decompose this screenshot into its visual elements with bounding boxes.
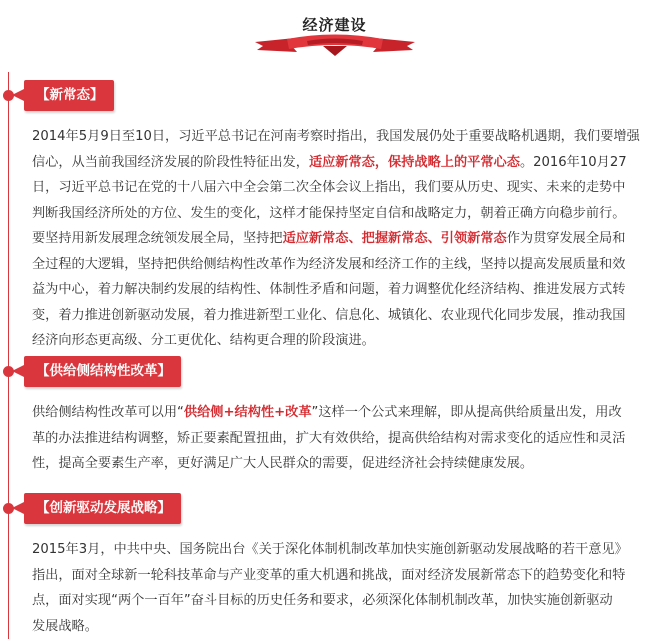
paragraph-line [32, 400, 669, 426]
page-header [0, 0, 669, 62]
text-segment: 点，面对实现“两个一百年”奋斗目标的历史任务和要求，必须深化体制机制改革，加快实施创新驱动 [32, 593, 613, 608]
paragraph-line [32, 588, 669, 614]
text-segment: 作为贯穿发展全局和 [506, 231, 626, 246]
highlighted-phrase: 适应新常态、把握新常态、引领新常态 [282, 231, 507, 246]
section-tag-new-normal: 【新常态】 [24, 80, 114, 111]
paragraph-line [32, 201, 669, 227]
text-segment: ”这样一个公式来理解，即从提高供给质量出发，用改 [311, 405, 622, 420]
section-paragraph-innovation-strategy [32, 537, 669, 639]
section-tag-innovation-strategy: 【创新驱动发展战略】 [24, 493, 181, 524]
text-segment: 信心，从当前我国经济发展的阶段性特征出发， [32, 154, 309, 170]
text-segment: 要坚持用新发展理念统领发展全局，坚持把 [32, 231, 283, 246]
text-segment: 2014年5月9日至10日，习近平总书记在河南考察时指出，我国发展仍处于重要战略机遇期，我们要增强 [32, 129, 640, 144]
text-segment: 日，习近平总书记在党的十八届六中全会第二次全体会议上指出，我们要从历史、现实、未来的走势中 [32, 180, 626, 195]
text-segment: 革的办法推进结构调整，矫正要素配置扭曲，扩大有效供给，提高供给结构对需求变化的适应性和灵活 [32, 430, 626, 446]
text-segment: 供给侧结构性改革可以用“ [32, 405, 184, 420]
text-segment: 性，提高全要素生产率，更好满足广大人民群众的需要，促进经济社会持续健康发展。 [32, 456, 534, 471]
text-segment: 判断我国经济所处的方位、发生的变化，这样才能保持坚定自信和战略定力，朝着正确方向稳步前行。 [32, 205, 626, 221]
highlighted-phrase: 供给侧+结构性+改革 [183, 405, 312, 420]
text-segment: 发展战略。 [32, 618, 98, 634]
paragraph-line [32, 277, 669, 303]
paragraph-line [32, 426, 669, 452]
section-paragraph-supply-side-reform [32, 400, 669, 477]
paragraph-line [32, 563, 669, 589]
paragraph-line [32, 303, 669, 329]
text-segment: 指出，面对全球新一轮科技革命与产业变革的重大机遇和挑战，面对经济发展新常态下的趋势变化和特 [32, 567, 626, 583]
paragraph-line [32, 328, 669, 354]
paragraph-line [32, 614, 669, 639]
paragraph-line [32, 451, 669, 477]
section-paragraph-new-normal [32, 124, 669, 354]
text-segment: 经济向形态更高级、分工更优化、结构更合理的阶段演进。 [32, 333, 375, 348]
paragraph-line [32, 124, 669, 150]
paragraph-line [32, 175, 669, 201]
ribbon-ornament [247, 32, 423, 58]
text-segment: 全过程的大逻辑，坚持把供给侧结构性改革作为经济发展和经济工作的主线，坚持以提高发展质量和效 [32, 256, 626, 272]
text-segment: 。2016年10月27 [519, 154, 627, 170]
paragraph-line [32, 150, 669, 176]
text-segment: 2015年3月，中共中央、国务院出台《关于深化体制机制改革加快实施创新驱动发展战略的若干意见》 [32, 542, 628, 557]
page-title: 经济建设 [302, 16, 367, 34]
highlighted-phrase: 适应新常态，保持战略上的平常心态 [308, 154, 520, 170]
timeline-line [8, 72, 9, 639]
paragraph-line [32, 537, 669, 563]
section-tag-supply-side-reform: 【供给侧结构性改革】 [24, 356, 181, 387]
text-segment: 益为中心，着力解决制约发展的结构性、体制性矛盾和问题，着力调整优化经济结构、推进发展方式转 [32, 282, 626, 297]
text-segment: 变，着力推进创新驱动发展，着力推进新型工业化、信息化、城镇化、农业现代化同步发展，推动我国 [32, 307, 626, 323]
paragraph-line [32, 226, 669, 252]
paragraph-line [32, 252, 669, 278]
